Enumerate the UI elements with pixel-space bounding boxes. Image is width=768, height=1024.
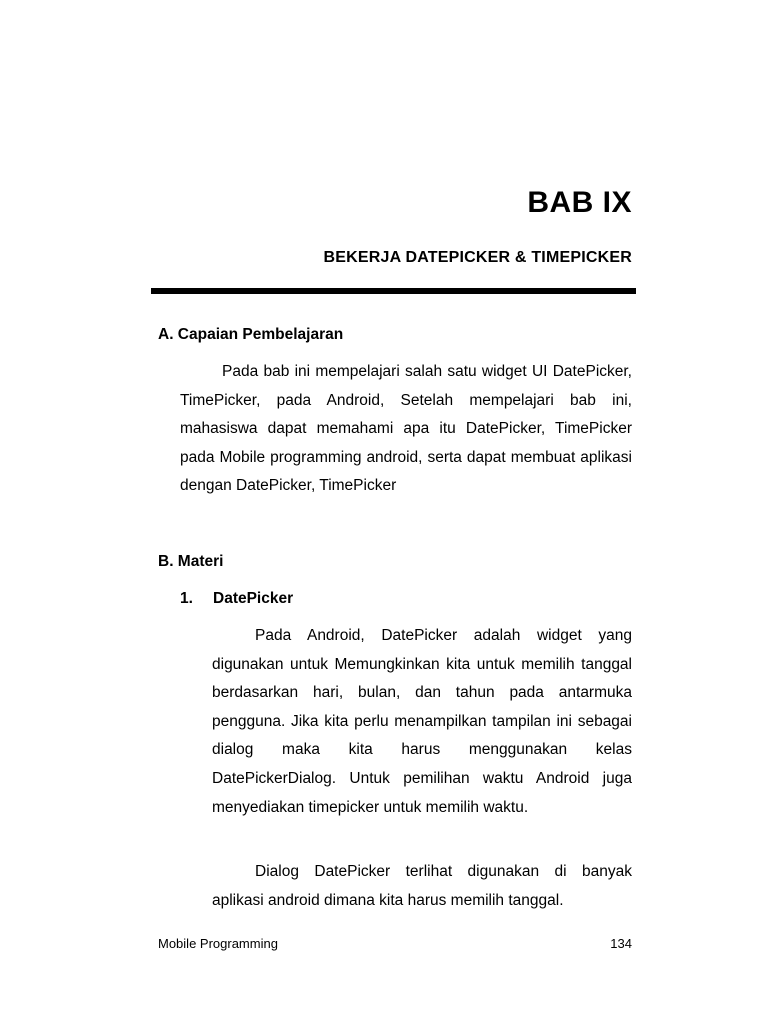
paragraph-capaian: Pada bab ini mempelajari salah satu widget UI DatePicker, TimePicker, pada Android, Setelah mempelajari bab ini, mahasiswa dapat memahami apa itu DatePicker, TimePicker pada Mobile programming android, serta dapat membuat aplikasi dengan DatePicker, TimePicker — [180, 363, 632, 495]
subsection-heading-datepicker — [180, 589, 293, 609]
chapter-title: BEKERJA DATEPICKER & TIMEPICKER — [323, 249, 632, 266]
paragraph-datepicker-dialog: Dialog DatePicker terlihat digunakan di banyak aplikasi android dimana kita harus memilih tanggal. — [212, 863, 632, 909]
section-heading-capaian: A. Capaian Pembelajaran — [158, 326, 344, 343]
footer-page-number: 134 — [610, 936, 632, 951]
subsection-number: 1. — [180, 590, 193, 607]
footer-book-title: Mobile Programming — [158, 936, 278, 951]
chapter-divider — [151, 288, 636, 294]
paragraph-datepicker-intro: Pada Android, DatePicker adalah widget yang digunakan untuk Memungkinkan kita untuk memilih tanggal berdasarkan hari, bulan, dan tahun pada antarmuka pengguna. Jika kita perlu menampilkan tampilan ini sebagai dialog maka kita harus menggunakan kelas DatePickerDialog. Untuk pemilihan waktu Android juga menyediakan timepicker untuk memilih waktu. — [212, 627, 632, 816]
section-heading-materi: B. Materi — [158, 553, 224, 570]
chapter-number: BAB IX — [527, 186, 632, 219]
subsection-title: DatePicker — [213, 590, 294, 607]
